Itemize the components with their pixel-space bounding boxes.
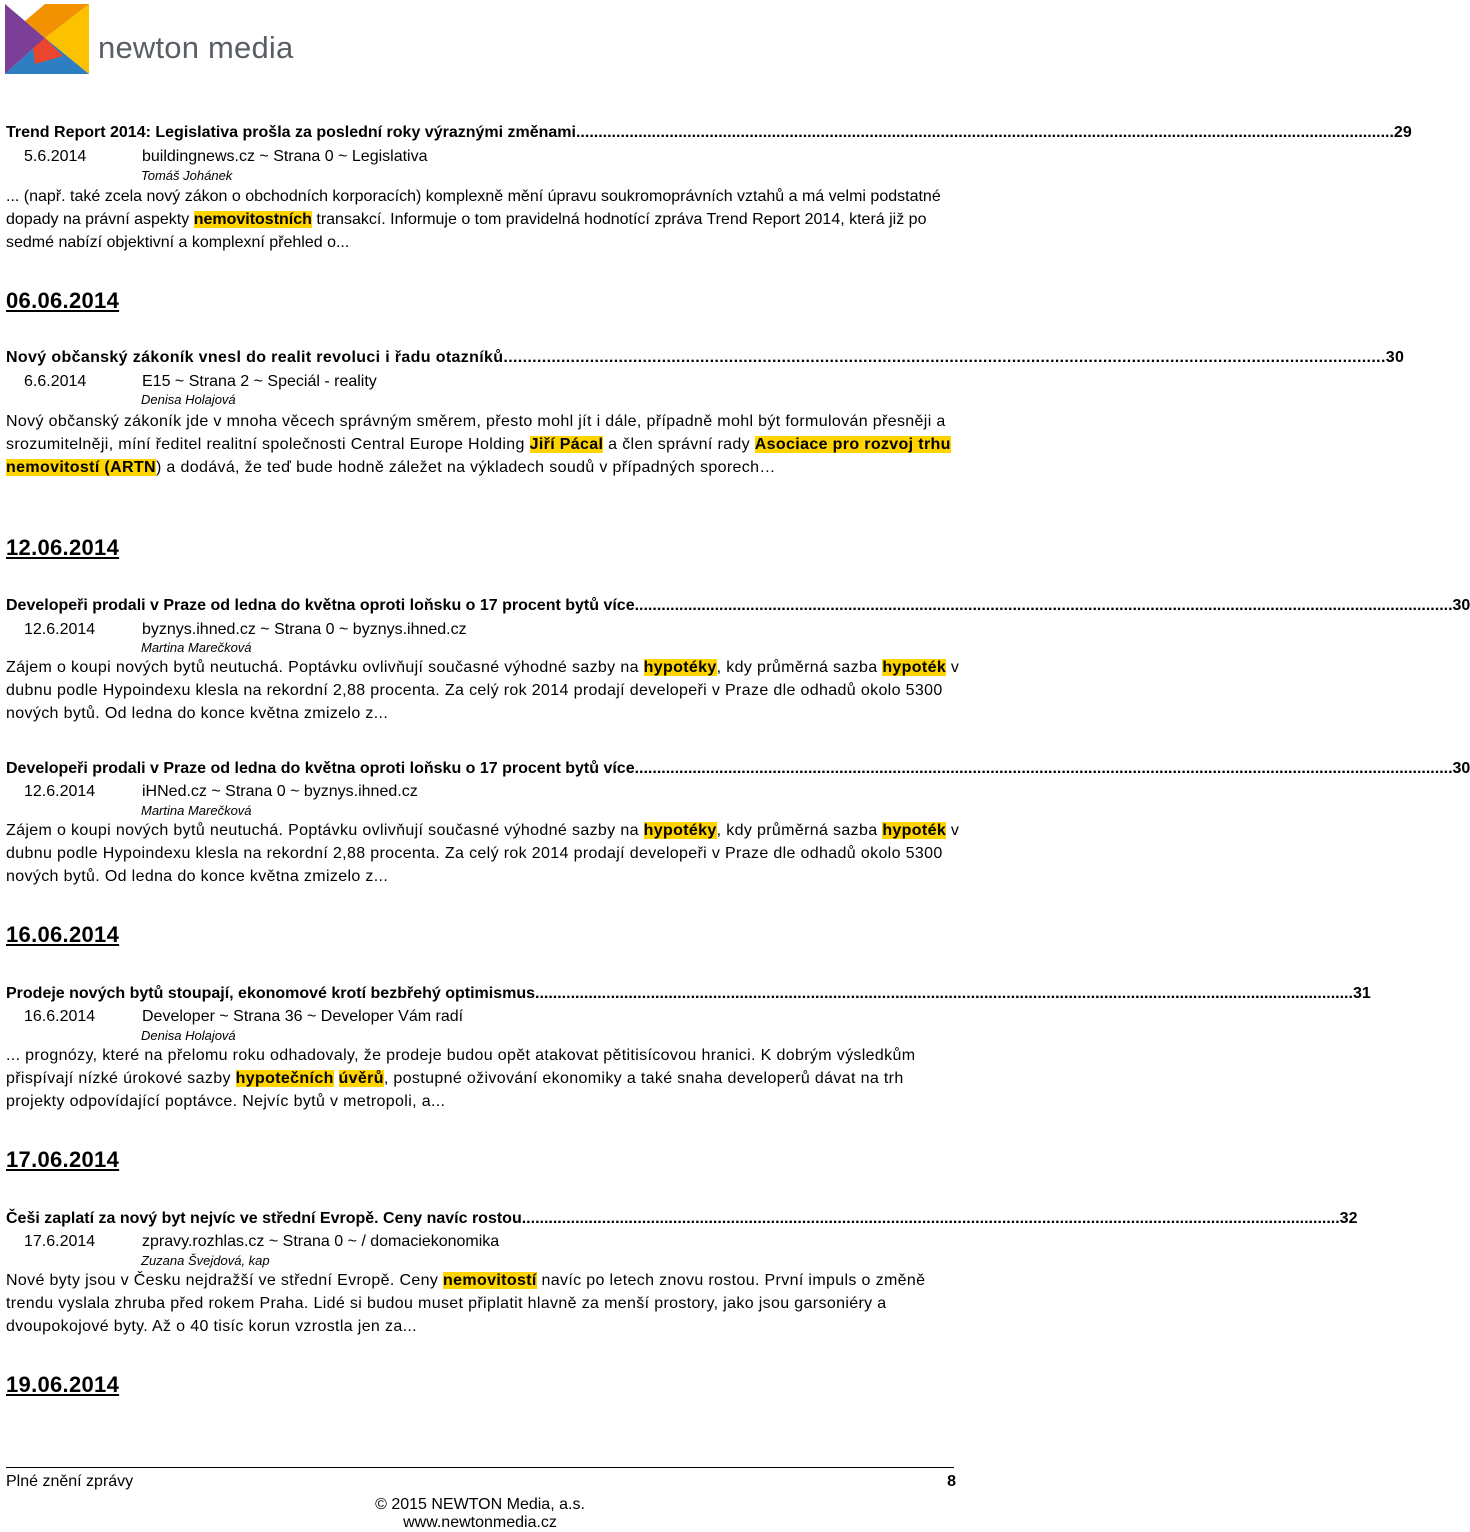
highlight-term: Asociace pro rozvoj trhu nemovitostí (ARTN — [6, 436, 951, 476]
article-title[interactable]: Češi zaplatí za nový byt nejvíc ve střední Evropě. Ceny navíc rostou ........................................................................................................................................................................................ 32 — [6, 1210, 1358, 1227]
article-excerpt: Nový občanský zákoník jde v mnoha věcech správným směrem, přesto mohl jít i dále, případně mohl být formulován přesněji a srozumitelněji, míní ředitel realitní společnosti Central Europe Holding Jiří Pácal a člen správní rady Asociace pro rozvoj trhu nemovitostí (ARTN) a dodává, že teď bude hodně záležet na výkladech soudů v případných sporech… — [6, 413, 951, 476]
section-date: 19.06.2014 — [6, 1372, 120, 1397]
article-meta: 12.6.2014 byznys.ihned.cz ~ Strana 0 ~ byznys.ihned.cz — [24, 621, 467, 638]
footer-label: Plné znění zprávy — [6, 1473, 134, 1490]
highlight-term: hypoték — [882, 659, 947, 676]
article-meta: 6.6.2014 E15 ~ Strana 2 ~ Speciál - reality — [24, 373, 377, 390]
article-page: 30 — [1452, 760, 1470, 777]
article-excerpt: ... (např. také zcela nový zákon o obchodních korporacích) komplexně mění úpravu soukromoprávních vztahů a má velmi podstatné dopady na právní aspekty nemovitostních transakcí. Informuje o tom pravidelná hodnotící zpráva Trend Report 2014, která již po sedmé nabízí objektivní a komplexní přehled o... — [6, 188, 941, 251]
highlight-term: hypotéky — [643, 822, 717, 839]
footer-copyright: © 2015 NEWTON Media, a.s. — [375, 1496, 585, 1513]
footer-page-number: 8 — [947, 1473, 956, 1490]
article-meta: 16.6.2014 Developer ~ Strana 36 ~ Developer Vám radí — [24, 1008, 464, 1025]
highlight-term: úvěrů — [338, 1070, 384, 1087]
highlight-term: nemovitostí — [443, 1272, 537, 1289]
article-page: 32 — [1339, 1210, 1358, 1227]
footer-url[interactable]: www.newtonmedia.cz — [403, 1514, 557, 1531]
article-author: Martina Marečková — [141, 803, 252, 818]
article-author: Martina Marečková — [141, 640, 252, 655]
article-author: Denisa Holajová — [141, 1028, 236, 1043]
article-title[interactable]: Developeři prodali v Praze od ledna do května oproti loňsku o 17 procent bytů více ........................................................................................................................................................................................ 30 — [6, 597, 1470, 614]
article-author: Tomáš Johánek — [141, 168, 233, 183]
article-meta: 5.6.2014 buildingnews.cz ~ Strana 0 ~ Legislativa — [24, 148, 428, 165]
section-date: 17.06.2014 — [6, 1147, 120, 1172]
newton-media-logo-icon — [5, 4, 89, 74]
section-date: 12.06.2014 — [6, 535, 120, 560]
article-title[interactable]: Nový občanský zákoník vnesl do realit revoluci i řadu otazníků ........................................................................................................................................................................................ 30 — [6, 349, 1405, 366]
newton-media-logo — [5, 4, 305, 74]
article-title[interactable]: Trend Report 2014: Legislativa prošla za poslední roky výraznými změnami ........................................................................................................................................................................................ 29 — [6, 124, 1412, 141]
article-excerpt: Zájem o koupi nových bytů neutuchá. Poptávku ovlivňují současné výhodné sazby na hypotéky, kdy průměrná sazba hypoték v dubnu podle Hypoindexu klesla na rekordní 2,88 procenta. Za celý rok 2014 prodají developeři v Praze dle odhadů okolo 5300 nových bytů. Od ledna do konce května zmizelo z... — [6, 822, 960, 885]
highlight-term: hypotéky — [643, 659, 717, 676]
article-page: 31 — [1352, 985, 1371, 1002]
article-page: 30 — [1385, 349, 1405, 366]
highlight-term: Jiří Pácal — [529, 436, 604, 453]
logo-text: newton media — [98, 30, 294, 65]
article-excerpt: ... prognózy, které na přelomu roku odhadovaly, že prodeje budou opět atakovat pětitisícovou hranici. K dobrým výsledkům přispívají nízké úrokové sazby hypotečních úvěrů, postupné oživování ekonomiky a také snaha developerů dávat na trh projekty odpovídající poptávce. Nejvíc bytů v metropoli, a... — [6, 1047, 916, 1110]
article-excerpt: Nové byty jsou v Česku nejdražší ve střední Evropě. Ceny nemovitostí navíc po letech znovu rostou. První impuls o změně trendu vyslala zhruba před rokem Praha. Lidé si budou muset připlatit hlavně za menší prostory, jako jsou garsoniéry a dvoupokojové byty. Až o 40 tisíc korun vzrostla jen za... — [6, 1272, 926, 1335]
article-author: Zuzana Švejdová, kap — [141, 1253, 270, 1268]
section-date: 16.06.2014 — [6, 922, 120, 947]
highlight-term: nemovitostních — [193, 211, 312, 228]
article-title[interactable]: Developeři prodali v Praze od ledna do května oproti loňsku o 17 procent bytů více ........................................................................................................................................................................................ 30 — [6, 760, 1470, 777]
article-author: Denisa Holajová — [141, 392, 236, 407]
highlight-term: hypoték — [882, 822, 947, 839]
article-meta: 12.6.2014 iHNed.cz ~ Strana 0 ~ byznys.ihned.cz — [24, 783, 418, 800]
highlight-term: hypotečních — [235, 1070, 334, 1087]
article-page: 29 — [1393, 124, 1412, 141]
article-title[interactable]: Prodeje nových bytů stoupají, ekonomové krotí bezbřehý optimismus ........................................................................................................................................................................................ 31 — [6, 985, 1371, 1002]
article-meta: 17.6.2014 zpravy.rozhlas.cz ~ Strana 0 ~ / domaciekonomika — [24, 1233, 500, 1250]
article-excerpt: Zájem o koupi nových bytů neutuchá. Poptávku ovlivňují současné výhodné sazby na hypotéky, kdy průměrná sazba hypoték v dubnu podle Hypoindexu klesla na rekordní 2,88 procenta. Za celý rok 2014 prodají developeři v Praze dle odhadů okolo 5300 nových bytů. Od ledna do konce května zmizelo z... — [6, 659, 960, 722]
section-date: 06.06.2014 — [6, 288, 120, 313]
article-page: 30 — [1452, 597, 1470, 614]
footer-divider — [6, 1467, 954, 1468]
